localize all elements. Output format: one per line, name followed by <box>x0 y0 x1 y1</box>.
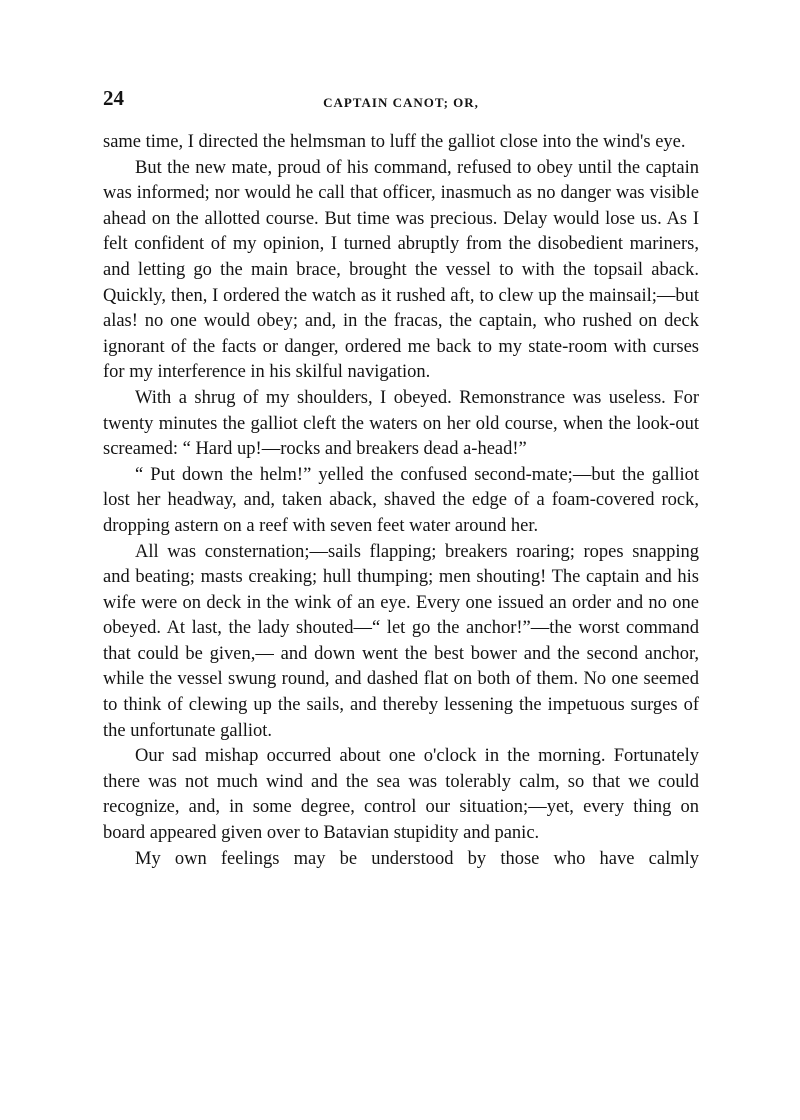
paragraph: All was consternation;—sails flapping; breakers roaring; ropes snapping and beating; masts creaking; hull thumping; men shouting! The captain and his wife were on deck in the wink of an eye. Every one issued an order and no one obeyed. At last, the lady shouted—“ let go the anchor!”—the worst command that could be given,— and down went the best bower and the second anchor, while the vessel swung round, and dashed flat on both of them. No one seemed to think of clewing up the sails, and thereby lessening the impetuous surges of the unfortunate galliot. <box>103 541 699 741</box>
paragraph: Our sad mishap occurred about one o'clock in the morning. Fortunately there was not much wind and the sea was tolerably calm, so that we could recognize, and, in some degree, control our situation;—yet, every thing on board appeared given over to Batavian stupidity and panic. <box>103 746 699 844</box>
paragraph: With a shrug of my shoulders, I obeyed. Remonstrance was useless. For twenty minutes the galliot cleft the waters on her old course, when the look-out screamed: “ Hard up!—rocks and breakers dead a-head!” <box>103 387 699 460</box>
page-number: 24 <box>103 86 124 110</box>
paragraph: My own feelings may be understood by those who have calmly <box>135 848 699 869</box>
paragraph: But the new mate, proud of his command, refused to obey until the captain was informed; nor would he call that officer, inasmuch as no danger was visible ahead on the allotted course. But time was precious. Delay would lose us. As I felt confident of my opinion, I turned abruptly from the disobedient mariners, and letting go the main brace, brought the vessel to with the topsail aback. Quickly, then, I ordered the watch as it rushed aft, to clew up the mainsail;—but alas! no one would obey; and, in the fracas, the captain, who rushed on deck ignorant of the facts or danger, ordered me back to my state-room with curses for my interference in his skilful navigation. <box>103 157 699 383</box>
book-page <box>103 86 699 872</box>
paragraph: “ Put down the helm!” yelled the confused second-mate;—but the galliot lost her headway, and, taken aback, shaved the edge of a foam-covered rock, dropping astern on a reef with seven feet water around her. <box>103 464 699 536</box>
page-header <box>103 86 699 116</box>
running-title: CAPTAIN CANOT; OR, <box>323 95 479 110</box>
body-text <box>103 130 699 872</box>
paragraph: same time, I directed the helmsman to luff the galliot close into the wind's eye. <box>103 132 686 152</box>
